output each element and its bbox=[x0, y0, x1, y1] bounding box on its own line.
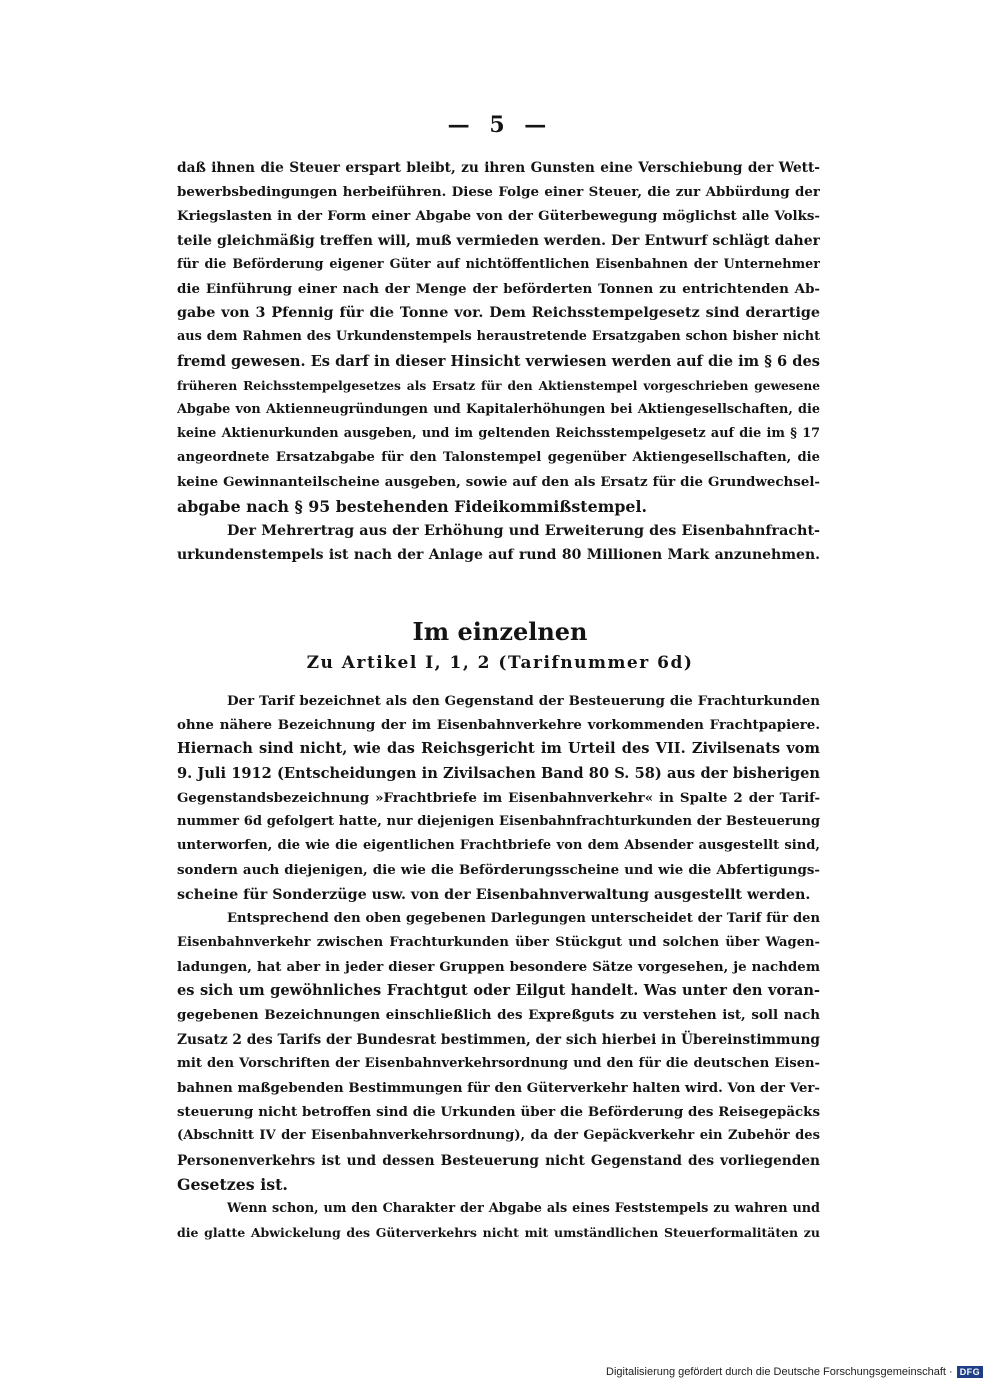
text-line: Gesetzes ist. bbox=[177, 1174, 288, 1194]
text-line: Der Tarif bezeichnet als den Gegenstand der Besteuerung die Frachturkunden bbox=[227, 693, 820, 709]
text-line: steuerung nicht betroffen sind die Urkunden über die Beförderung des Reisegepäcks bbox=[177, 1104, 820, 1121]
text-line: mit den Vorschriften der Eisenbahnverkehrsordnung und den für die deutschen Eisen- bbox=[177, 1055, 820, 1071]
body-text-block-2 bbox=[177, 689, 820, 1245]
text-line: Hiernach sind nicht, wie das Reichsgericht im Urteil des VII. Zivilsenats vom bbox=[177, 740, 820, 758]
text-line: Personenverkehrs ist und dessen Besteuerung nicht Gegenstand des vorliegenden bbox=[177, 1152, 820, 1169]
text-line: Zusatz 2 des Tarifs der Bundesrat bestimmen, der sich hierbei in Übereinstimmung bbox=[177, 1031, 820, 1048]
text-line: die Einführung einer nach der Menge der beförderten Tonnen zu entrichtenden Ab- bbox=[177, 280, 820, 297]
text-line: Abgabe von Aktienneugründungen und Kapitalerhöhungen bei Aktiengesellschaften, die bbox=[177, 401, 820, 417]
text-line: Entsprechend den oben gegebenen Darlegungen unterscheidet der Tarif für den bbox=[227, 910, 820, 926]
text-line: unterworfen, die wie die eigentlichen Frachtbriefe von dem Absender ausgestellt sind, bbox=[177, 838, 820, 854]
text-line: Der Mehrertrag aus der Erhöhung und Erweiterung des Eisenbahnfracht- bbox=[227, 522, 820, 539]
section-heading: Im einzelnen bbox=[412, 617, 588, 646]
footer-credit-text: Digitalisierung gefördert durch die Deutsche Forschungsgemeinschaft · bbox=[606, 1366, 953, 1378]
text-line: die glatte Abwickelung des Güterverkehrs nicht mit umständlichen Steuerformalitäten zu bbox=[177, 1225, 820, 1241]
text-line: gabe von 3 Pfennig für die Tonne vor. Dem Reichsstempelgesetz sind derartige bbox=[177, 305, 820, 322]
text-line: bahnen maßgebenden Bestimmungen für den Güterverkehr halten wird. Von der Ver- bbox=[177, 1080, 820, 1096]
text-line: sondern auch diejenigen, die wie die Beförderungsscheine und wie die Abfertigungs- bbox=[177, 862, 820, 879]
text-line: gegebenen Bezeichnungen einschließlich des Expreßguts zu verstehen ist, soll nach bbox=[177, 1007, 820, 1024]
text-line: es sich um gewöhnliches Frachtgut oder Eilgut handelt. Was unter den voran- bbox=[177, 982, 820, 1000]
text-line: Wenn schon, um den Charakter der Abgabe als eines Feststempels zu wahren und bbox=[227, 1200, 820, 1216]
article-subheading: Zu Artikel I, 1, 2 (Tarifnummer 6d) bbox=[306, 653, 694, 673]
text-line: teile gleichmäßig treffen will, muß vermieden werden. Der Entwurf schlägt daher bbox=[177, 232, 820, 249]
digitization-footer bbox=[606, 1364, 983, 1380]
text-line: fremd gewesen. Es darf in dieser Hinsicht verwiesen werden auf die im § 6 des bbox=[177, 352, 820, 370]
text-line: aus dem Rahmen des Urkundenstempels heraustretende Ersatzgaben schon bisher nicht bbox=[177, 329, 820, 345]
text-line: Eisenbahnverkehr zwischen Frachturkunden über Stückgut und solchen über Wagen- bbox=[177, 934, 820, 950]
text-line: bewerbsbedingungen herbeiführen. Diese Folge einer Steuer, die zur Abbürdung der bbox=[177, 184, 820, 201]
text-line: (Abschnitt IV der Eisenbahnverkehrsordnung), da der Gepäckverkehr ein Zubehör des bbox=[177, 1128, 820, 1144]
text-line: für die Beförderung eigener Güter auf nichtöffentlichen Eisenbahnen der Unternehmer bbox=[177, 256, 820, 272]
text-line: abgabe nach § 95 bestehenden Fideikommißstempel. bbox=[177, 496, 647, 516]
text-line: daß ihnen die Steuer erspart bleibt, zu ihren Gunsten eine Verschiebung der Wett- bbox=[177, 160, 820, 176]
text-line: Kriegslasten in der Form einer Abgabe von der Güterbewegung möglichst alle Volks- bbox=[177, 208, 820, 225]
text-line: ohne nähere Bezeichnung der im Eisenbahnverkehre vorkommenden Frachtpapiere. bbox=[177, 717, 820, 734]
text-line: nummer 6d gefolgert hatte, nur diejenigen Eisenbahnfrachturkunden der Besteuerung bbox=[177, 813, 820, 829]
dfg-logo: DFG bbox=[957, 1366, 984, 1378]
text-line: Gegenstandsbezeichnung »Frachtbriefe im Eisenbahnverkehr« in Spalte 2 der Tarif- bbox=[177, 789, 820, 806]
page-number: — 5 — bbox=[447, 112, 553, 138]
text-line: ladungen, hat aber in jeder dieser Gruppen besondere Sätze vorgesehen, je nachdem bbox=[177, 959, 820, 976]
text-line: scheine für Sonderzüge usw. von der Eisenbahnverwaltung ausgestellt werden. bbox=[177, 886, 811, 903]
text-line: urkundenstempels ist nach der Anlage auf rund 80 Millionen Mark anzunehmen. bbox=[177, 547, 820, 563]
text-line: angeordnete Ersatzabgabe für den Talonstempel gegenüber Aktiengesellschaften, die bbox=[177, 450, 820, 466]
text-line: keine Aktienurkunden ausgeben, und im geltenden Reichsstempelgesetz auf die im § 17 bbox=[177, 426, 820, 442]
text-line: 9. Juli 1912 (Entscheidungen in Zivilsachen Band 80 S. 58) aus der bisherigen bbox=[177, 764, 820, 782]
body-text-block-1 bbox=[177, 156, 820, 567]
text-line: früheren Reichsstempelgesetzes als Ersatz für den Aktienstempel vorgeschrieben gewesene bbox=[177, 378, 820, 393]
text-line: keine Gewinnanteilscheine ausgeben, sowie auf den als Ersatz für die Grundwechsel- bbox=[177, 474, 820, 491]
